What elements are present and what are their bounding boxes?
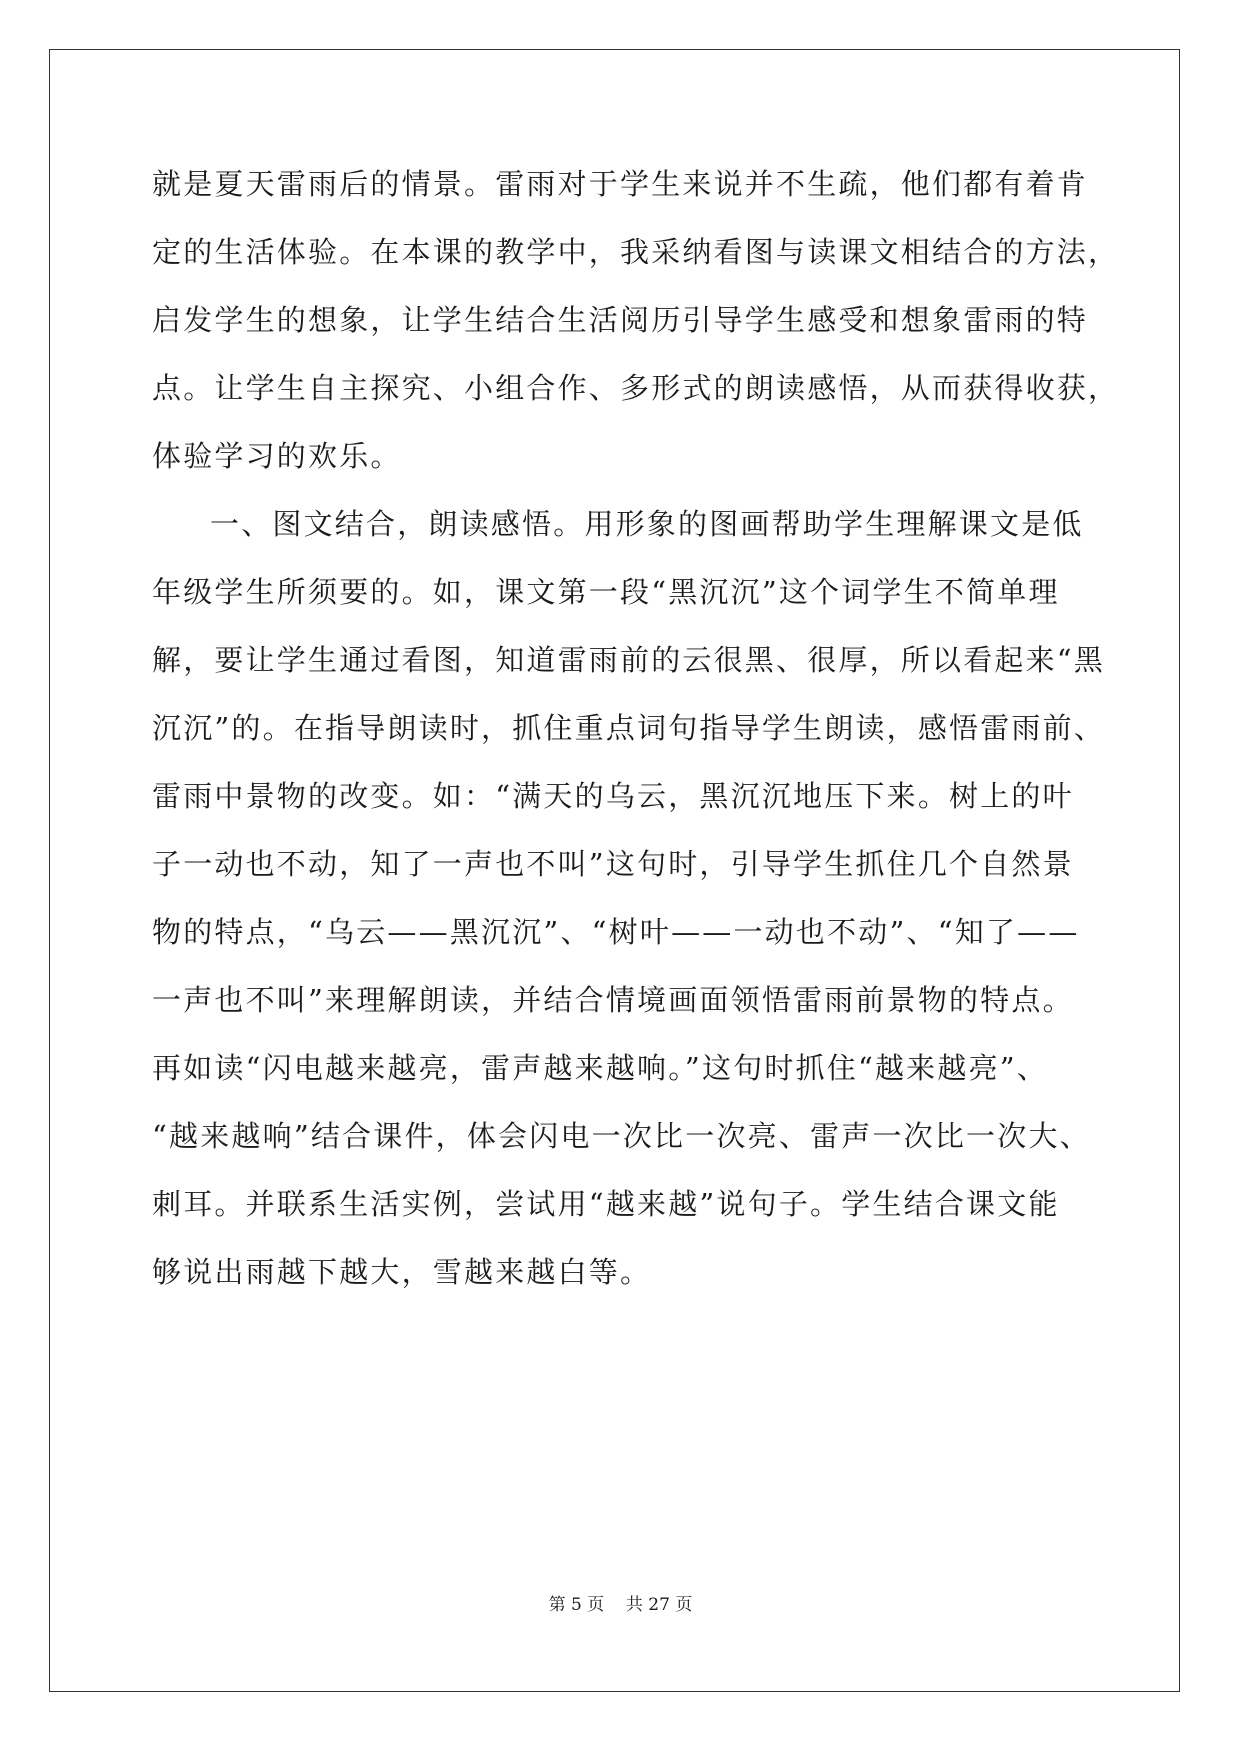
- text-line: 雷雨中景物的改变。如：“满天的乌云，黑沉沉地压下来。树上的叶: [152, 779, 1074, 813]
- text-line: 解，要让学生通过看图，知道雷雨前的云很黑、很厚，所以看起来“黑: [152, 643, 1106, 677]
- text-line: 刺耳。并联系生活实例，尝试用“越来越”说句子。学生结合课文能: [152, 1187, 1060, 1221]
- paragraph-start-line: 一、图文结合，朗读感悟。用形象的图画帮助学生理解课文是低: [210, 507, 1084, 541]
- text-line: 就是夏天雷雨后的情景。雷雨对于学生来说并不生疏，他们都有着肯: [152, 167, 1089, 201]
- text-line: 年级学生所须要的。如，课文第一段“黑沉沉”这个词学生不简单理: [152, 575, 1060, 609]
- text-line: 定的生活体验。在本课的教学中，我采纳看图与读课文相结合的方法，: [152, 235, 1120, 269]
- text-line: 点。让学生自主探究、小组合作、多形式的朗读感悟，从而获得收获，: [152, 371, 1120, 405]
- text-line: 物的特点，“乌云——黑沉沉”、“树叶——一动也不动”、“知了——: [152, 915, 1080, 949]
- body-text: [152, 150, 1120, 1306]
- text-line: 启发学生的想象，让学生结合生活阅历引导学生感受和想象雷雨的特: [152, 303, 1089, 337]
- page-number: 第 5 页 共 27 页: [548, 1595, 693, 1615]
- text-line: 一声也不叫”来理解朗读，并结合情境画面领悟雷雨前景物的特点。: [152, 983, 1074, 1017]
- text-line: 子一动也不动，知了一声也不叫”这句时，引导学生抓住几个自然景: [152, 847, 1074, 881]
- text-line: “越来越响”结合课件，体会闪电一次比一次亮、雷声一次比一次大、: [152, 1119, 1091, 1153]
- text-line: 体验学习的欢乐。: [152, 439, 402, 473]
- text-line: 再如读“闪电越来越亮，雷声越来越响。”这句时抓住“越来越亮”、: [152, 1051, 1049, 1085]
- text-line: 够说出雨越下越大，雪越来越白等。: [152, 1255, 652, 1289]
- text-line: 沉沉”的。在指导朗读时，抓住重点词句指导学生朗读，感悟雷雨前、: [152, 711, 1106, 745]
